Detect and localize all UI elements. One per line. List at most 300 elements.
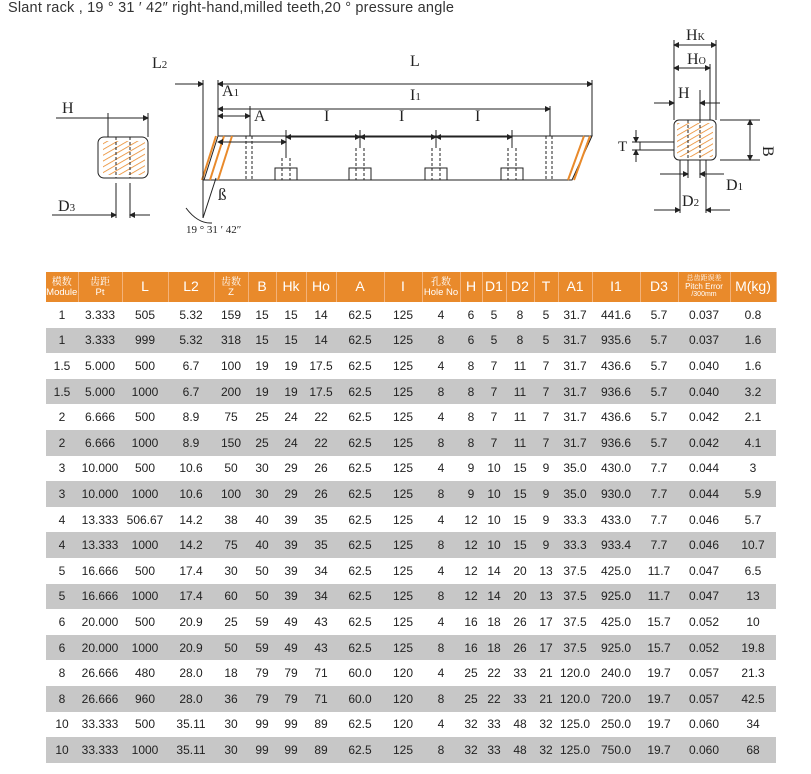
cell-pitch-error: 0.042 — [678, 404, 730, 430]
cell-d2: 33 — [506, 686, 534, 712]
cell-z: 318 — [214, 328, 248, 354]
cell-ho: 22 — [306, 430, 336, 456]
cell-hole-no: 4 — [422, 712, 460, 738]
cell-a1: 125.0 — [558, 737, 592, 763]
cell-l2: 6.7 — [168, 379, 214, 405]
cell-hole-no: 4 — [422, 558, 460, 584]
cell-ho: 71 — [306, 660, 336, 686]
cell-pt: 16.666 — [78, 584, 122, 610]
cell-t: 17 — [534, 609, 558, 635]
cell-pitch-error: 0.057 — [678, 660, 730, 686]
cell-mass: 1.6 — [730, 353, 776, 379]
header-l: L — [122, 272, 168, 302]
cell-d1: 14 — [482, 558, 506, 584]
cell-d1: 10 — [482, 456, 506, 482]
cell-i: 125 — [384, 737, 422, 763]
dim-label-h-right: H — [678, 85, 690, 102]
cell-l: 500 — [122, 558, 168, 584]
cell-t: 7 — [534, 430, 558, 456]
cell-hole-no: 4 — [422, 353, 460, 379]
table-row — [46, 584, 776, 610]
table-row — [46, 379, 776, 405]
cell-a: 62.5 — [336, 430, 384, 456]
cell-d1: 5 — [482, 328, 506, 354]
cell-b: 25 — [248, 404, 276, 430]
table-row — [46, 686, 776, 712]
cell-a1: 31.7 — [558, 302, 592, 328]
cell-a: 62.5 — [336, 481, 384, 507]
cell-h: 12 — [460, 507, 482, 533]
cell-ho: 43 — [306, 635, 336, 661]
cell-i1: 436.6 — [592, 404, 640, 430]
cell-ho: 26 — [306, 481, 336, 507]
cell-mass: 21.3 — [730, 660, 776, 686]
cell-pt: 6.666 — [78, 430, 122, 456]
cell-mass: 1.6 — [730, 328, 776, 354]
cell-a1: 35.0 — [558, 481, 592, 507]
cell-d1: 18 — [482, 609, 506, 635]
cell-b: 79 — [248, 660, 276, 686]
header-ho: Ho — [306, 272, 336, 302]
cell-d1: 5 — [482, 302, 506, 328]
cell-i1: 425.0 — [592, 558, 640, 584]
cell-d1: 33 — [482, 737, 506, 763]
table-row — [46, 558, 776, 584]
cell-pitch-error: 0.046 — [678, 507, 730, 533]
cell-hk: 24 — [276, 404, 306, 430]
dim-label-l1: I1 — [410, 87, 421, 104]
cell-module: 4 — [46, 532, 78, 558]
cell-hk: 49 — [276, 635, 306, 661]
technical-drawing — [0, 18, 811, 268]
cell-i1: 425.0 — [592, 609, 640, 635]
cell-hole-no: 8 — [422, 737, 460, 763]
cell-module: 1 — [46, 302, 78, 328]
cell-module: 3 — [46, 456, 78, 482]
cell-a: 62.5 — [336, 456, 384, 482]
cell-i: 125 — [384, 609, 422, 635]
cell-h: 25 — [460, 686, 482, 712]
cell-d2: 11 — [506, 379, 534, 405]
cell-l: 505 — [122, 302, 168, 328]
cell-t: 5 — [534, 328, 558, 354]
dim-label-beta: ß — [218, 185, 227, 204]
cell-b: 40 — [248, 532, 276, 558]
cell-l: 500 — [122, 404, 168, 430]
header-pitch-error: 总齿距误差 Pitch Error /300mm — [678, 272, 730, 302]
header-d3: D3 — [640, 272, 678, 302]
cell-pitch-error: 0.042 — [678, 430, 730, 456]
cell-a: 62.5 — [336, 584, 384, 610]
cell-h: 9 — [460, 481, 482, 507]
cell-d2: 20 — [506, 584, 534, 610]
cell-d1: 7 — [482, 430, 506, 456]
cell-h: 6 — [460, 328, 482, 354]
cell-d3: 5.7 — [640, 379, 678, 405]
cell-ho: 14 — [306, 302, 336, 328]
table-row — [46, 660, 776, 686]
cell-pt: 3.333 — [78, 328, 122, 354]
header-d1: D1 — [482, 272, 506, 302]
cell-a: 62.5 — [336, 712, 384, 738]
cell-hk: 79 — [276, 686, 306, 712]
cell-l2: 6.7 — [168, 353, 214, 379]
cell-hk: 39 — [276, 507, 306, 533]
cell-pt: 13.333 — [78, 507, 122, 533]
table-row — [46, 609, 776, 635]
cell-d3: 7.7 — [640, 481, 678, 507]
cell-d1: 7 — [482, 353, 506, 379]
cell-mass: 5.9 — [730, 481, 776, 507]
cell-d2: 8 — [506, 328, 534, 354]
cell-a: 62.5 — [336, 379, 384, 405]
cell-d2: 11 — [506, 430, 534, 456]
cell-i: 125 — [384, 584, 422, 610]
cell-z: 50 — [214, 456, 248, 482]
cell-hole-no: 8 — [422, 481, 460, 507]
cell-i: 125 — [384, 430, 422, 456]
table-row — [46, 532, 776, 558]
cell-z: 200 — [214, 379, 248, 405]
cell-b: 50 — [248, 558, 276, 584]
table-row — [46, 737, 776, 763]
cell-h: 9 — [460, 456, 482, 482]
cell-i1: 720.0 — [592, 686, 640, 712]
header-b: B — [248, 272, 276, 302]
cell-pt: 13.333 — [78, 532, 122, 558]
cell-a: 62.5 — [336, 404, 384, 430]
cell-d3: 5.7 — [640, 430, 678, 456]
cell-l2: 17.4 — [168, 584, 214, 610]
cell-z: 75 — [214, 532, 248, 558]
cell-l2: 14.2 — [168, 507, 214, 533]
cell-module: 6 — [46, 609, 78, 635]
cell-b: 19 — [248, 353, 276, 379]
cell-i: 125 — [384, 507, 422, 533]
cell-mass: 19.8 — [730, 635, 776, 661]
cell-i: 120 — [384, 660, 422, 686]
dim-label-ho: HO — [687, 51, 706, 68]
cell-a1: 31.7 — [558, 404, 592, 430]
cell-ho: 22 — [306, 404, 336, 430]
cell-a: 62.5 — [336, 302, 384, 328]
cell-l: 500 — [122, 609, 168, 635]
cell-h: 12 — [460, 558, 482, 584]
cell-b: 30 — [248, 481, 276, 507]
cell-i1: 750.0 — [592, 737, 640, 763]
cell-a: 62.5 — [336, 737, 384, 763]
cell-t: 17 — [534, 635, 558, 661]
cell-i1: 935.6 — [592, 328, 640, 354]
cell-t: 9 — [534, 456, 558, 482]
cell-d2: 26 — [506, 635, 534, 661]
rack-side-view — [175, 80, 592, 223]
cell-pitch-error: 0.047 — [678, 558, 730, 584]
dim-label-angle: 19 ° 31 ′ 42″ — [186, 224, 242, 236]
cell-a: 62.5 — [336, 328, 384, 354]
cell-a1: 35.0 — [558, 456, 592, 482]
cell-a1: 37.5 — [558, 609, 592, 635]
cell-ho: 14 — [306, 328, 336, 354]
cell-l: 1000 — [122, 430, 168, 456]
cell-i: 120 — [384, 712, 422, 738]
cell-pt: 5.000 — [78, 379, 122, 405]
cell-d3: 7.7 — [640, 456, 678, 482]
cell-a1: 33.3 — [558, 532, 592, 558]
cell-pitch-error: 0.052 — [678, 609, 730, 635]
cell-z: 100 — [214, 353, 248, 379]
cell-hole-no: 8 — [422, 430, 460, 456]
cell-module: 4 — [46, 507, 78, 533]
cell-d3: 5.7 — [640, 302, 678, 328]
table-header-row — [46, 272, 776, 302]
cell-l2: 20.9 — [168, 609, 214, 635]
cell-i1: 933.4 — [592, 532, 640, 558]
cell-pt: 20.000 — [78, 609, 122, 635]
cell-h: 8 — [460, 430, 482, 456]
cell-d2: 15 — [506, 456, 534, 482]
cell-mass: 13 — [730, 584, 776, 610]
cell-ho: 34 — [306, 558, 336, 584]
cell-pt: 20.000 — [78, 635, 122, 661]
cell-z: 50 — [214, 635, 248, 661]
cell-hk: 19 — [276, 353, 306, 379]
cell-l2: 8.9 — [168, 430, 214, 456]
cell-hole-no: 4 — [422, 404, 460, 430]
dim-label-a: A — [254, 108, 266, 125]
cell-l: 1000 — [122, 737, 168, 763]
cell-pt: 5.000 — [78, 353, 122, 379]
cell-i: 125 — [384, 558, 422, 584]
cell-d3: 5.7 — [640, 328, 678, 354]
cell-hole-no: 8 — [422, 532, 460, 558]
cell-z: 30 — [214, 558, 248, 584]
cell-z: 36 — [214, 686, 248, 712]
cell-i: 125 — [384, 481, 422, 507]
cell-a1: 120.0 — [558, 660, 592, 686]
cell-mass: 34 — [730, 712, 776, 738]
cell-b: 25 — [248, 430, 276, 456]
cell-z: 100 — [214, 481, 248, 507]
cell-pt: 33.333 — [78, 737, 122, 763]
cell-d3: 19.7 — [640, 660, 678, 686]
cell-t: 9 — [534, 507, 558, 533]
cell-hk: 99 — [276, 737, 306, 763]
cell-l2: 5.32 — [168, 328, 214, 354]
cell-d2: 33 — [506, 660, 534, 686]
cell-a1: 31.7 — [558, 353, 592, 379]
cell-i1: 441.6 — [592, 302, 640, 328]
cell-pitch-error: 0.044 — [678, 456, 730, 482]
cell-hk: 39 — [276, 584, 306, 610]
cell-z: 75 — [214, 404, 248, 430]
cell-i: 125 — [384, 328, 422, 354]
cell-pt: 6.666 — [78, 404, 122, 430]
cell-z: 25 — [214, 609, 248, 635]
header-h: H — [460, 272, 482, 302]
cell-i1: 936.6 — [592, 379, 640, 405]
cell-d3: 7.7 — [640, 532, 678, 558]
cell-pitch-error: 0.044 — [678, 481, 730, 507]
cell-hk: 39 — [276, 558, 306, 584]
cell-pitch-error: 0.057 — [678, 686, 730, 712]
cell-l2: 10.6 — [168, 481, 214, 507]
cell-hk: 19 — [276, 379, 306, 405]
cell-l: 1000 — [122, 481, 168, 507]
dim-label-d2: D2 — [682, 193, 700, 210]
cell-z: 18 — [214, 660, 248, 686]
cell-t: 13 — [534, 584, 558, 610]
cell-pitch-error: 0.037 — [678, 328, 730, 354]
cell-a1: 37.5 — [558, 584, 592, 610]
cell-i: 125 — [384, 379, 422, 405]
cell-l: 500 — [122, 456, 168, 482]
cell-module: 10 — [46, 712, 78, 738]
table-row — [46, 481, 776, 507]
cell-t: 9 — [534, 481, 558, 507]
dim-label-t: T — [618, 139, 628, 155]
cell-d2: 15 — [506, 532, 534, 558]
cell-i1: 433.0 — [592, 507, 640, 533]
cell-z: 38 — [214, 507, 248, 533]
cell-hole-no: 8 — [422, 379, 460, 405]
cell-module: 3 — [46, 481, 78, 507]
cell-h: 12 — [460, 532, 482, 558]
cell-t: 5 — [534, 302, 558, 328]
cell-a1: 31.7 — [558, 430, 592, 456]
cell-d2: 11 — [506, 404, 534, 430]
cell-pitch-error: 0.040 — [678, 353, 730, 379]
header-d2: D2 — [506, 272, 534, 302]
cell-z: 159 — [214, 302, 248, 328]
table-row — [46, 302, 776, 328]
header-module: 模数 Module — [46, 272, 78, 302]
cell-pt: 10.000 — [78, 456, 122, 482]
cell-module: 1 — [46, 328, 78, 354]
cell-l2: 8.9 — [168, 404, 214, 430]
cell-d2: 48 — [506, 712, 534, 738]
cell-l: 960 — [122, 686, 168, 712]
dim-label-h-left: H — [62, 100, 74, 117]
cell-z: 30 — [214, 712, 248, 738]
cell-mass: 0.8 — [730, 302, 776, 328]
cell-d1: 18 — [482, 635, 506, 661]
cell-d1: 7 — [482, 379, 506, 405]
cell-b: 15 — [248, 302, 276, 328]
cell-hole-no: 4 — [422, 456, 460, 482]
cell-b: 59 — [248, 609, 276, 635]
cell-pitch-error: 0.040 — [678, 379, 730, 405]
cell-t: 7 — [534, 404, 558, 430]
dim-label-hk: HK — [686, 27, 705, 44]
cell-d3: 7.7 — [640, 507, 678, 533]
cell-mass: 42.5 — [730, 686, 776, 712]
cell-hk: 15 — [276, 302, 306, 328]
cell-hole-no: 8 — [422, 328, 460, 354]
cell-h: 8 — [460, 379, 482, 405]
cell-d3: 15.7 — [640, 609, 678, 635]
cell-d3: 19.7 — [640, 737, 678, 763]
cell-b: 99 — [248, 737, 276, 763]
cell-t: 7 — [534, 379, 558, 405]
cell-mass: 5.7 — [730, 507, 776, 533]
cell-d1: 33 — [482, 712, 506, 738]
cell-b: 30 — [248, 456, 276, 482]
cell-d1: 14 — [482, 584, 506, 610]
cell-hk: 49 — [276, 609, 306, 635]
table-row — [46, 635, 776, 661]
cell-l: 1000 — [122, 635, 168, 661]
cell-z: 30 — [214, 737, 248, 763]
cell-hk: 24 — [276, 430, 306, 456]
cell-mass: 3 — [730, 456, 776, 482]
cell-module: 6 — [46, 635, 78, 661]
cell-pitch-error: 0.052 — [678, 635, 730, 661]
table-row — [46, 456, 776, 482]
header-a1: A1 — [558, 272, 592, 302]
cell-l2: 20.9 — [168, 635, 214, 661]
table-row — [46, 430, 776, 456]
cell-module: 8 — [46, 660, 78, 686]
cell-pitch-error: 0.046 — [678, 532, 730, 558]
cell-l2: 35.11 — [168, 712, 214, 738]
cell-h: 32 — [460, 712, 482, 738]
cell-h: 8 — [460, 353, 482, 379]
cell-b: 19 — [248, 379, 276, 405]
cell-l: 1000 — [122, 532, 168, 558]
dim-label-i-1: I — [324, 108, 330, 125]
cell-ho: 26 — [306, 456, 336, 482]
cell-z: 150 — [214, 430, 248, 456]
cell-a1: 37.5 — [558, 635, 592, 661]
cell-hk: 29 — [276, 456, 306, 482]
cell-a: 60.0 — [336, 686, 384, 712]
cell-l: 500 — [122, 353, 168, 379]
dim-label-l: L — [410, 53, 420, 70]
cell-d1: 10 — [482, 481, 506, 507]
table-row — [46, 353, 776, 379]
cell-h: 25 — [460, 660, 482, 686]
cell-i: 125 — [384, 456, 422, 482]
cell-pitch-error: 0.047 — [678, 584, 730, 610]
cell-i1: 925.0 — [592, 584, 640, 610]
cell-i1: 436.6 — [592, 353, 640, 379]
cell-d1: 10 — [482, 507, 506, 533]
cell-a: 62.5 — [336, 609, 384, 635]
cell-hole-no: 8 — [422, 635, 460, 661]
cell-mass: 6.5 — [730, 558, 776, 584]
cell-ho: 17.5 — [306, 353, 336, 379]
cell-a1: 31.7 — [558, 328, 592, 354]
cell-ho: 34 — [306, 584, 336, 610]
cell-pt: 16.666 — [78, 558, 122, 584]
cell-mass: 2.1 — [730, 404, 776, 430]
cell-d2: 11 — [506, 353, 534, 379]
table-row — [46, 328, 776, 354]
cell-l: 500 — [122, 712, 168, 738]
cell-d2: 26 — [506, 609, 534, 635]
cell-a1: 120.0 — [558, 686, 592, 712]
table-row — [46, 404, 776, 430]
cell-mass: 3.2 — [730, 379, 776, 405]
cell-a1: 31.7 — [558, 379, 592, 405]
cell-b: 59 — [248, 635, 276, 661]
cell-module: 1.5 — [46, 379, 78, 405]
cell-t: 32 — [534, 737, 558, 763]
cell-d3: 5.7 — [640, 404, 678, 430]
cell-a1: 33.3 — [558, 507, 592, 533]
header-z: 齿数 Z — [214, 272, 248, 302]
